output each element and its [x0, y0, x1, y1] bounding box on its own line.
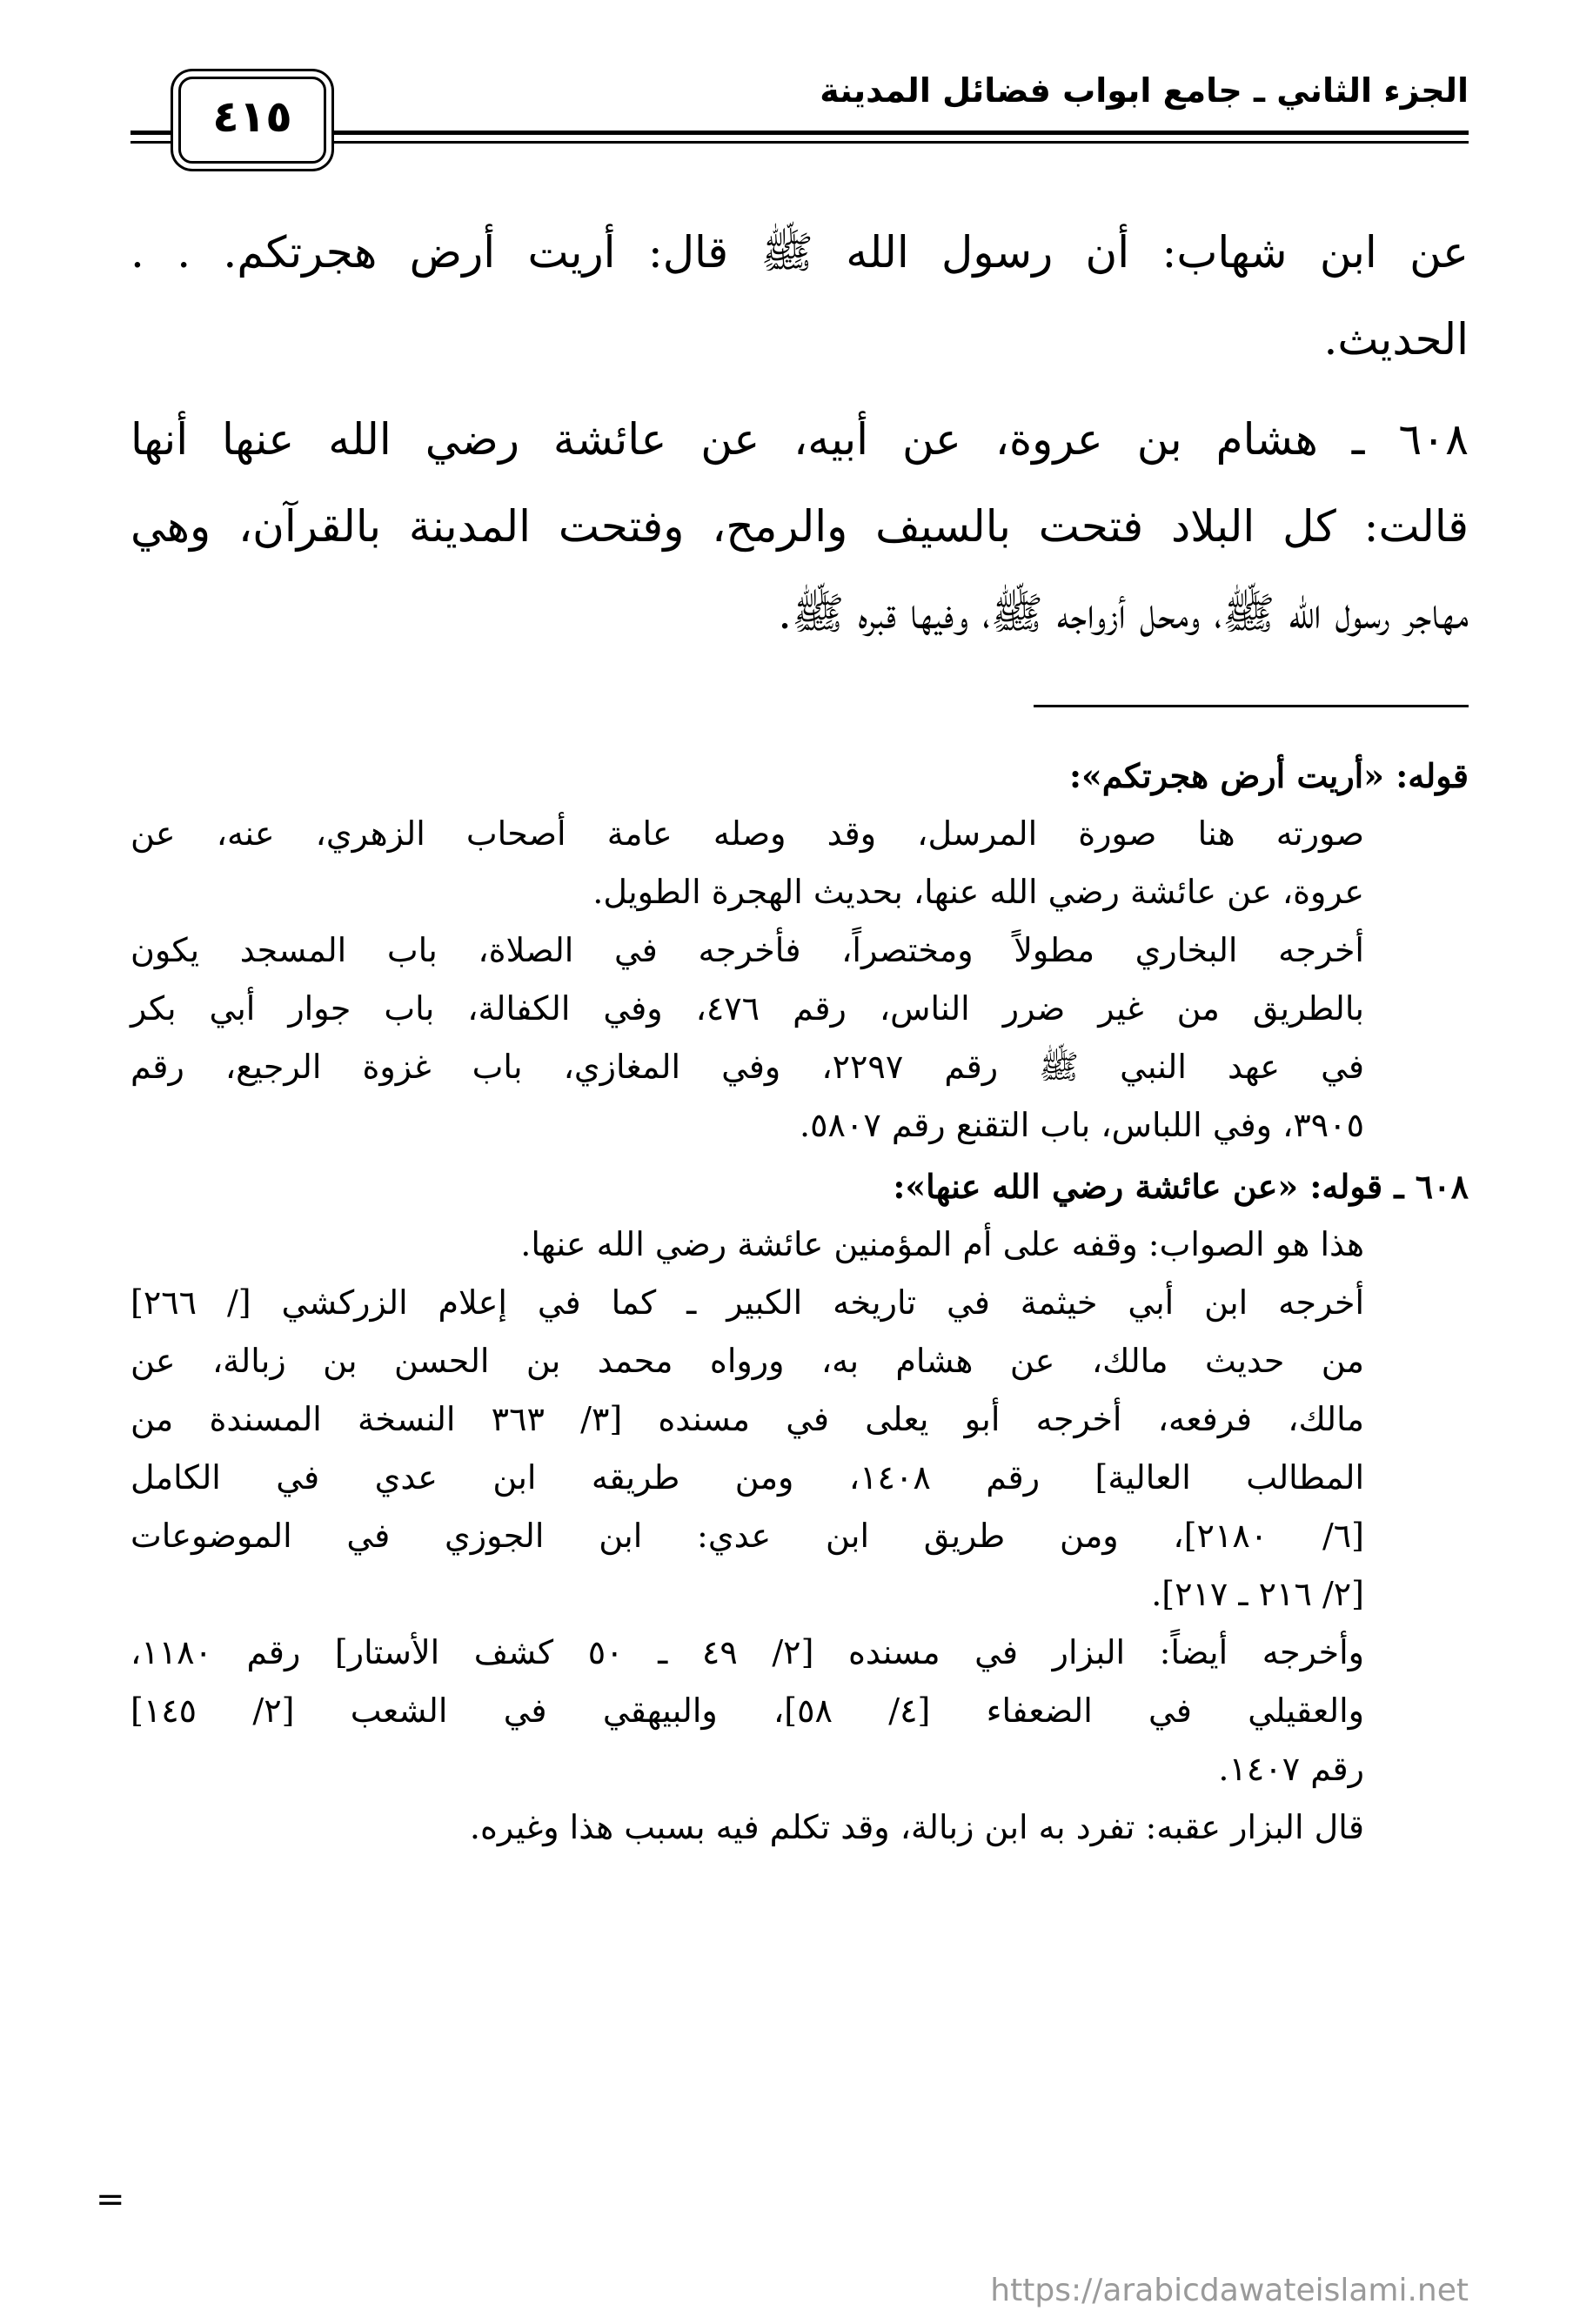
footnote-line: [٦/ ٢١٨٠]، ومن طريق ابن عدي: ابن الجوزي في الموضوعات [131, 1517, 1364, 1555]
footnote-line: ٣٩٠٥، وفي اللباس، باب التقنع رقم ٥٨٠٧. [800, 1106, 1364, 1144]
main-line: مهاجر رسول الله ﷺ، ومحل أزواجه ﷺ، وفيها قبره ﷺ. [778, 588, 1469, 639]
footnote-line: رقم ١٤٠٧. [1218, 1750, 1364, 1788]
main-line: عن ابن شهاب: أن رسول الله ﷺ قال: أريت أرض هجرتكم. . . [131, 227, 1469, 278]
footnote-heading: ٦٠٨ ـ قوله: «عن عائشة رضي الله عنها»: [893, 1167, 1469, 1206]
footnote-line: [٢/ ٢١٦ ـ ٢١٧]. [1151, 1575, 1364, 1613]
footnote-body [131, 805, 1469, 1155]
main-line: ٦٠٨ ـ هشام بن عروة، عن أبيه، عن عائشة رضي الله عنها أنها [131, 414, 1469, 465]
footnote-line: المطالب العالية] رقم ١٤٠٨، ومن طريقه ابن عدي في الكامل [131, 1458, 1364, 1497]
footnote-line: بالطريق من غير ضرر الناس، رقم ٤٧٦، وفي الكفالة، باب جوار أبي بكر [131, 989, 1365, 1028]
footnote-line: صورته هنا صورة المرسل، وقد وصله عامة أصحاب الزهري، عنه، عن [131, 814, 1364, 853]
main-line: الحديث. [1323, 314, 1469, 365]
footnote-line: والعقيلي في الضعفاء [٤/ ٥٨]، والبيهقي في الشعب [٢/ ١٤٥] [131, 1691, 1364, 1730]
footnote-1 [131, 747, 1469, 1155]
footnote-line: مالك، فرفعه، أخرجه أبو يعلى في مسنده [٣/ ٣٦٣ النسخة المسندة من [131, 1400, 1364, 1438]
header-rule-thin [131, 141, 1469, 144]
footnote-separator [1034, 705, 1469, 707]
footnote-body [131, 1216, 1469, 1857]
footnote-line: هذا هو الصواب: وقفه على أم المؤمنين عائشة رضي الله عنها. [520, 1225, 1364, 1263]
footnote-2 [131, 1157, 1469, 1857]
continuation-mark: = [96, 2180, 125, 2220]
footnote-line: عروة، عن عائشة رضي الله عنها، بحديث الهجرة الطويل. [592, 873, 1364, 911]
footnote-line: أخرجه البخاري مطولاً ومختصراً، فأخرجه في الصلاة، باب المسجد يكون [131, 931, 1364, 969]
main-text [131, 209, 1469, 383]
footnote-line: في عهد النبي ﷺ رقم ٢٢٩٧، وفي المغازي، باب غزوة الرجيع، رقم [131, 1048, 1365, 1086]
footnote-heading: قوله: «أريت أرض هجرتكم»: [1068, 756, 1469, 795]
footnote-line: وأخرجه أيضاً: البزار في مسنده [٢/ ٤٩ ـ ٥٠ كشف الأستار] رقم ١١٨٠، [131, 1633, 1364, 1671]
watermark-url: https://arabicdawateislami.net [990, 2273, 1469, 2308]
running-title: الجزء الثاني ـ جامع ابواب فضائل المدينة [820, 71, 1469, 110]
footnote-line: أخرجه ابن أبي خيثمة في تاريخه الكبير ـ كما في إعلام الزركشي [/ ٢٦٦] [131, 1283, 1364, 1322]
footnote-line: قال البزار عقبه: تفرد به ابن زبالة، وقد تكلم فيه بسبب هذا وغيره. [469, 1808, 1364, 1846]
footnote-line: من حديث مالك، عن هشام به، ورواه محمد بن الحسن بن زبالة، عن [131, 1342, 1364, 1380]
page-number: ٤١٥ [212, 91, 292, 142]
hadith-608 [131, 396, 1469, 657]
page-number-frame [178, 77, 326, 164]
header-rule-thick [131, 131, 1469, 135]
main-line: قالت: كل البلاد فتحت بالسيف والرمح، وفتحت المدينة بالقرآن، وهي [131, 501, 1469, 552]
